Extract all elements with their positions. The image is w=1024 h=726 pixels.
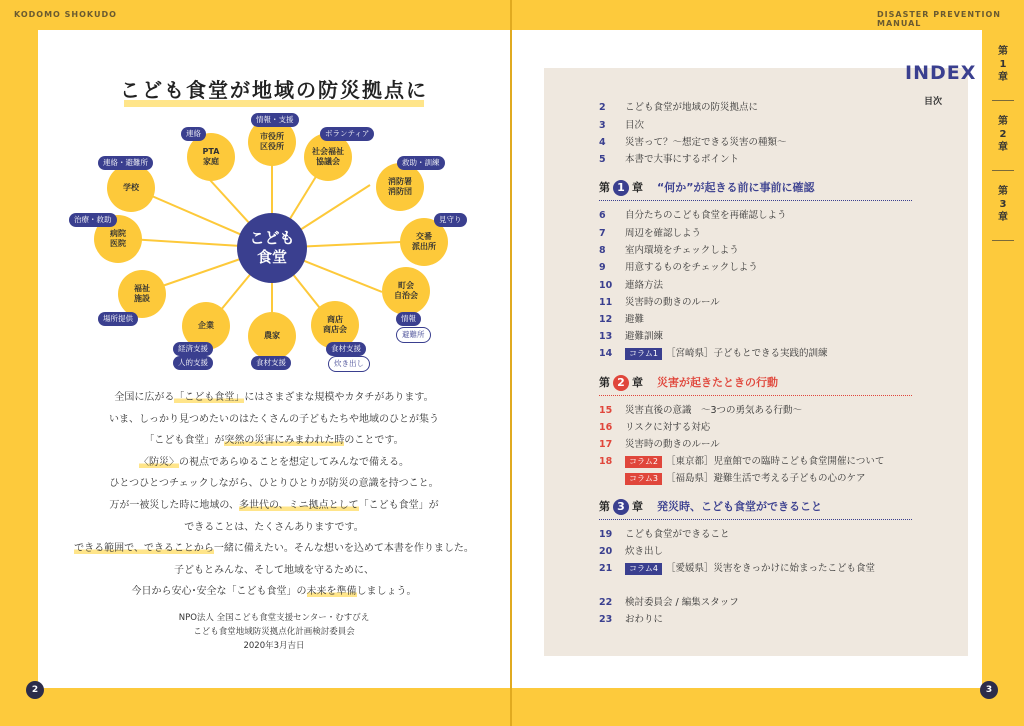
tab-divider — [992, 100, 1014, 101]
chapter-1-heading[interactable]: 第 1 章 “何か”が起きる前に事前に確認 — [599, 181, 815, 194]
toc-item[interactable]: 19 こども食堂ができること — [599, 529, 730, 540]
node-welfare-facility: 福祉 施設 — [118, 270, 166, 318]
tag-human-support: 人的支援 — [173, 356, 213, 370]
toc-item[interactable]: 4 災害って？〜想定できる災害の種類〜 — [599, 137, 787, 148]
signature: NPO法人 全国こども食堂支援センター・むすびえ こども食堂地域防災拠点化計画検討委員会 2020年3月吉日 — [178, 613, 370, 651]
tab-divider — [992, 240, 1014, 241]
tag-treatment-rescue: 治療・救助 — [69, 213, 117, 227]
tag-info: 情報 — [396, 312, 421, 326]
node-city-office: 市役所 区役所 — [248, 118, 296, 166]
left-page — [38, 30, 510, 688]
toc-item-column[interactable]: コラム3 ［福島県］避難生活で考える子どもの心のケア — [599, 472, 866, 486]
tab-divider — [992, 170, 1014, 171]
center-node-kodomo-shokudo: こども 食堂 — [237, 213, 307, 283]
column-badge: コラム4 — [625, 563, 662, 575]
node-welfare-council: 社会福祉 協議会 — [304, 133, 352, 181]
toc-item[interactable]: 5 本書で大事にするポイント — [599, 154, 740, 165]
toc-item[interactable]: 20 炊き出し — [599, 546, 664, 557]
node-hospital: 病院 医院 — [94, 215, 142, 263]
toc-item-column[interactable]: 14 コラム1 ［宮崎県］子どもとできる実践的訓練 — [599, 348, 828, 359]
toc-item[interactable]: 6 自分たちのこども食堂を再確認しよう — [599, 210, 787, 221]
intro-paragraph: 全国に広がる「こども食堂」にはさまざまな規模やカタチがあります。 いま、しっかり見つめたいのはたくさんの子どもたちや地域のひとが集う 「こども食堂」が突然の災害にみまわれた時のことです。 〈防災〉の視点であらゆることを想定してみんなで備える。 ひとつひとつチェックしながら、ひとりひとりが防災の意識を持つこと。 万が一被災した時に地域の、多世代の、ミニ拠点として「こども食堂」が できることは、たくさんありますです。 できる範囲で、できることから一緒に備えたい。そんな想いを込めて本書を作りました。 子どもとみんな、そして地域を守るために、 今日から安心･安全な「こども食堂」の未来を準備しましょう。 — [74, 392, 474, 598]
chapter-tab-1[interactable]: 第 1 章 — [998, 46, 1008, 83]
tag-cookout: 炊き出し — [328, 356, 370, 372]
right-page — [512, 30, 982, 688]
chapter-2-heading[interactable]: 第 2 章 災害が起きたときの行動 — [599, 376, 778, 389]
node-town-council: 町会 自治会 — [382, 267, 430, 315]
chapter-2-divider — [599, 395, 912, 396]
node-school: 学校 — [107, 164, 155, 212]
tag-food-support-shop: 食材支援 — [326, 342, 366, 356]
node-police-box: 交番 派出所 — [400, 218, 448, 266]
tag-volunteer: ボランティア — [320, 127, 374, 141]
toc-item[interactable]: 16 リスクに対する対応 — [599, 422, 711, 433]
toc-item[interactable]: 22 検討委員会 / 編集スタッフ — [599, 597, 739, 608]
index-subtitle: 目次 — [924, 97, 943, 107]
toc-item[interactable]: 8 室内環境をチェックしよう — [599, 245, 739, 256]
node-fire-station: 消防署 消防団 — [376, 163, 424, 211]
header-right: DISASTER PREVENTION MANUAL — [877, 10, 1001, 28]
column-badge: コラム3 — [625, 473, 662, 485]
toc-item[interactable]: 2 こども食堂が地域の防災拠点に — [599, 102, 759, 113]
tag-contact: 連絡 — [181, 127, 206, 141]
tag-contact-shelter: 連絡・避難所 — [98, 156, 153, 170]
chapter-tab-2[interactable]: 第 2 章 — [998, 116, 1008, 153]
chapter-1-divider — [599, 200, 912, 201]
chapter-3-divider — [599, 519, 912, 520]
toc-item[interactable]: 17 災害時の動きのルール — [599, 439, 720, 450]
tag-economic-support: 経済支援 — [173, 342, 213, 356]
toc-item[interactable]: 15 災害直後の意識 〜3つの勇気ある行動〜 — [599, 405, 803, 416]
toc-item[interactable]: 23 おわりに — [599, 614, 664, 625]
chapter-3-heading[interactable]: 第 3 章 発災時、こども食堂ができること — [599, 500, 822, 513]
page-number-left: 2 — [26, 681, 44, 699]
column-badge: コラム1 — [625, 348, 662, 360]
page-number-right: 3 — [980, 681, 998, 699]
tag-place-provision: 場所提供 — [98, 312, 138, 326]
header-left: KODOMO SHOKUDO — [14, 10, 117, 19]
toc-item[interactable]: 13 避難訓練 — [599, 331, 664, 342]
toc-item-column[interactable]: 18 コラム2 ［東京都］児童館での臨時こども食堂開催について — [599, 456, 885, 467]
index-title: INDEX — [905, 62, 977, 84]
tag-info-support: 情報・支援 — [251, 113, 299, 127]
chapter-tab-3[interactable]: 第 3 章 — [998, 186, 1008, 223]
page-title: こども食堂が地域の防災拠点に — [120, 78, 428, 102]
tag-watch: 見守り — [434, 213, 467, 227]
toc-item[interactable]: 12 避難 — [599, 314, 645, 325]
node-farmer: 農家 — [248, 312, 296, 360]
column-badge: コラム2 — [625, 456, 662, 468]
node-pta: PTA 家庭 — [187, 133, 235, 181]
toc-item[interactable]: 9 用意するものをチェックしよう — [599, 262, 758, 273]
toc-item[interactable]: 10 連絡方法 — [599, 280, 664, 291]
toc-item[interactable]: 7 周辺を確認しよう — [599, 228, 702, 239]
toc-item[interactable]: 3 目次 — [599, 120, 645, 131]
node-company: 企業 — [182, 302, 230, 350]
toc-item[interactable]: 11 災害時の動きのルール — [599, 297, 720, 308]
tag-food-support-farm: 食材支援 — [251, 356, 291, 370]
node-shops: 商店 商店会 — [311, 301, 359, 349]
tag-shelter-town: 避難所 — [396, 327, 431, 343]
toc-item-column[interactable]: 21 コラム4 ［愛媛県］災害をきっかけに始まったこども食堂 — [599, 563, 876, 574]
tag-rescue-training: 救助・訓練 — [397, 156, 445, 170]
